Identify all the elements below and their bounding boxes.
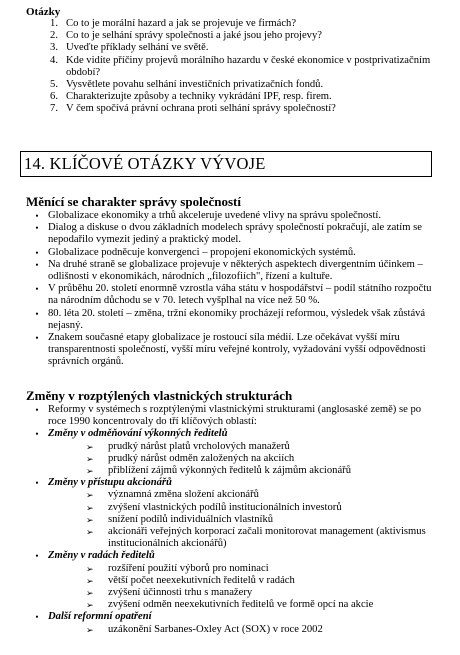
subgroup-heading [26, 611, 436, 623]
arrow-item [86, 453, 436, 465]
arrow-item-text: zvýšení vlastnických podílů institucionálních investorů [108, 501, 342, 513]
question-text: Co to je selhání správy společnosti a jaké jsou jeho projevy? [66, 30, 322, 42]
bullet-icon: • [35, 259, 39, 270]
governance-bullet-list [26, 210, 436, 369]
arrow-item-text: větší počet neexekutivních ředitelů v radách [108, 574, 295, 586]
question-number: 7. [50, 103, 58, 115]
arrow-item-text: rozšíření použití výborů pro nominaci [108, 562, 269, 574]
question-text: Uveďte příklady selhání ve světě. [66, 42, 209, 54]
list-item [26, 210, 436, 222]
arrow-item-text: zvýšení odměn neexekutivních ředitelů ve formě opcí na akcie [108, 599, 374, 611]
question-text: Co to je morální hazard a jak se projevuje ve firmách? [66, 18, 297, 29]
subgroup-heading [26, 428, 436, 440]
arrow-item [86, 587, 436, 599]
arrow-item-text: zvýšení účinnosti trhu s manažery [108, 587, 253, 599]
bullet-icon: • [35, 429, 39, 440]
question-item [28, 42, 438, 54]
list-item-text: Na druhé straně se globalizace projevuje v některých aspektech divergentním účinkem – odlišnosti v ekonomikách, národních „filozofiích", řízení a kultuře. [48, 258, 423, 283]
subgroup-title: Změny v odměňování výkonných ředitelů [48, 428, 228, 440]
arrow-item-text: uzákonění Sarbanes-Oxley Act (SOX) v roce 2002 [108, 623, 323, 635]
arrow-item [86, 599, 436, 611]
bullet-icon: • [35, 405, 39, 415]
list-item [26, 259, 436, 283]
arrow-bullet-icon: ➢ [86, 441, 94, 452]
bullet-icon: • [35, 612, 39, 623]
list-item [26, 404, 436, 428]
section-heading-ownership-changes: Změny v rozptýlených vlastnických strukturách [26, 388, 293, 403]
subgroup-heading [26, 550, 436, 562]
arrow-bullet-icon: ➢ [86, 588, 94, 599]
question-item [28, 55, 438, 79]
arrow-bullet-icon: ➢ [86, 466, 94, 477]
list-item-text: V průběhu 20. století enormně vzrostla váha státu v hospodářství – podíl státního rozpočtu na národním důchodu se v 70. letech vyšplhal na více než 50 %. [48, 283, 432, 307]
arrow-item [86, 563, 436, 575]
question-number: 5. [50, 79, 58, 91]
ownership-bullet-list [26, 404, 436, 636]
question-item [28, 79, 438, 91]
arrow-item [86, 441, 436, 453]
bullet-icon: • [35, 223, 39, 234]
subgroup-title: Další reformní opatření [48, 611, 152, 623]
arrow-item [86, 489, 436, 501]
questions-list [28, 18, 438, 116]
arrow-item-text: významná změna složení akcionářů [108, 489, 259, 501]
arrow-bullet-icon: ➢ [86, 490, 94, 501]
question-item [28, 103, 438, 115]
question-number: 4. [50, 54, 58, 66]
question-item [28, 30, 438, 42]
arrow-item-text: akcionáři veřejných korporací začali monitorovat management (aktivismus institucionálních akcionářů) [108, 526, 426, 550]
question-number: 6. [50, 91, 58, 103]
question-number: 2. [50, 30, 58, 42]
arrow-item [86, 502, 436, 514]
arrow-bullet-icon: ➢ [86, 453, 94, 464]
list-item-text: Reformy v systémech s rozptýlenými vlastnickými strukturami (anglosaské země) se po roce 1990 koncentrovaly do tří klíčových oblastí: [48, 404, 422, 428]
section-heading-corporate-governance: Měnící se charakter správy společností [26, 194, 241, 209]
bullet-icon: • [35, 247, 39, 258]
chapter-heading: 14. KLÍČOVÉ OTÁZKY VÝVOJE [20, 151, 432, 177]
list-item [26, 332, 436, 369]
question-item [28, 91, 438, 103]
bullet-icon: • [35, 308, 39, 319]
arrow-bullet-icon: ➢ [86, 575, 94, 586]
list-item [26, 283, 436, 307]
bullet-icon: • [35, 284, 39, 295]
arrow-bullet-icon: ➢ [86, 563, 94, 574]
list-item-text: Globalizace podněcuje konvergenci – propojení ekonomických systémů. [48, 246, 356, 258]
bullet-icon: • [35, 211, 39, 221]
list-item-text: Znakem současné etapy globalizace je rostoucí síla médií. Lze očekávat vyšší míru transparentnosti společností, vyšší míru veřejné kontroly, vyžadování vyšší odpovědnosti správních orgánů. [48, 332, 426, 368]
arrow-bullet-icon: ➢ [86, 514, 94, 525]
arrow-bullet-icon: ➢ [86, 527, 94, 538]
arrow-bullet-icon: ➢ [86, 624, 94, 635]
question-number: 1. [50, 18, 58, 29]
subgroup-title: Změny v radách ředitelů [48, 550, 155, 562]
questions-heading: Otázky [26, 6, 61, 18]
arrow-item [86, 465, 436, 477]
bullet-icon: • [35, 333, 39, 344]
list-item [26, 247, 436, 259]
arrow-bullet-icon: ➢ [86, 600, 94, 611]
question-text: Charakterizujte způsoby a techniky vykrádání IPF, resp. firem. [66, 91, 332, 103]
arrow-bullet-icon: ➢ [86, 502, 94, 513]
question-text: Vysvětlete povahu selhání investičních privatizačních fondů. [66, 79, 324, 91]
question-text: Kde vidíte příčiny projevů morálního hazardu v české ekonomice v postprivatizačním období? [66, 54, 431, 78]
list-item [26, 308, 436, 332]
list-item-text: Globalizace ekonomiky a trhů akceleruje uvedené vlivy na správu společností. [48, 210, 381, 221]
question-item [28, 18, 438, 30]
arrow-item [86, 526, 436, 550]
arrow-item [86, 514, 436, 526]
subgroup-title: Změny v přístupu akcionářů [48, 477, 172, 489]
subgroup-heading [26, 477, 436, 489]
question-number: 3. [50, 42, 58, 54]
arrow-item-text: prudký nárůst platů vrcholových manažerů [108, 440, 290, 452]
arrow-item-text: snížení podílů individuálních vlastníků [108, 513, 274, 525]
list-item [26, 222, 436, 246]
arrow-item-text: přiblížení zájmů výkonných ředitelů k zájmům akcionářů [108, 465, 351, 477]
list-item-text: Dialog a diskuse o dvou základních modelech správy společností pokračují, ale zatím se nepodařilo vymezit jediný a praktický model. [48, 222, 422, 246]
bullet-icon: • [35, 478, 39, 489]
arrow-item [86, 575, 436, 587]
arrow-item-text: prudký nárůst odměn založených na akciích [108, 452, 295, 464]
arrow-item [86, 624, 436, 636]
bullet-icon: • [35, 551, 39, 562]
list-item-text: 80. léta 20. století – změna, tržní ekonomiky procházejí reformou, výsledek však zůstává nejasný. [48, 307, 426, 331]
question-text: V čem spočívá právní ochrana proti selhání správy společností? [66, 103, 336, 115]
